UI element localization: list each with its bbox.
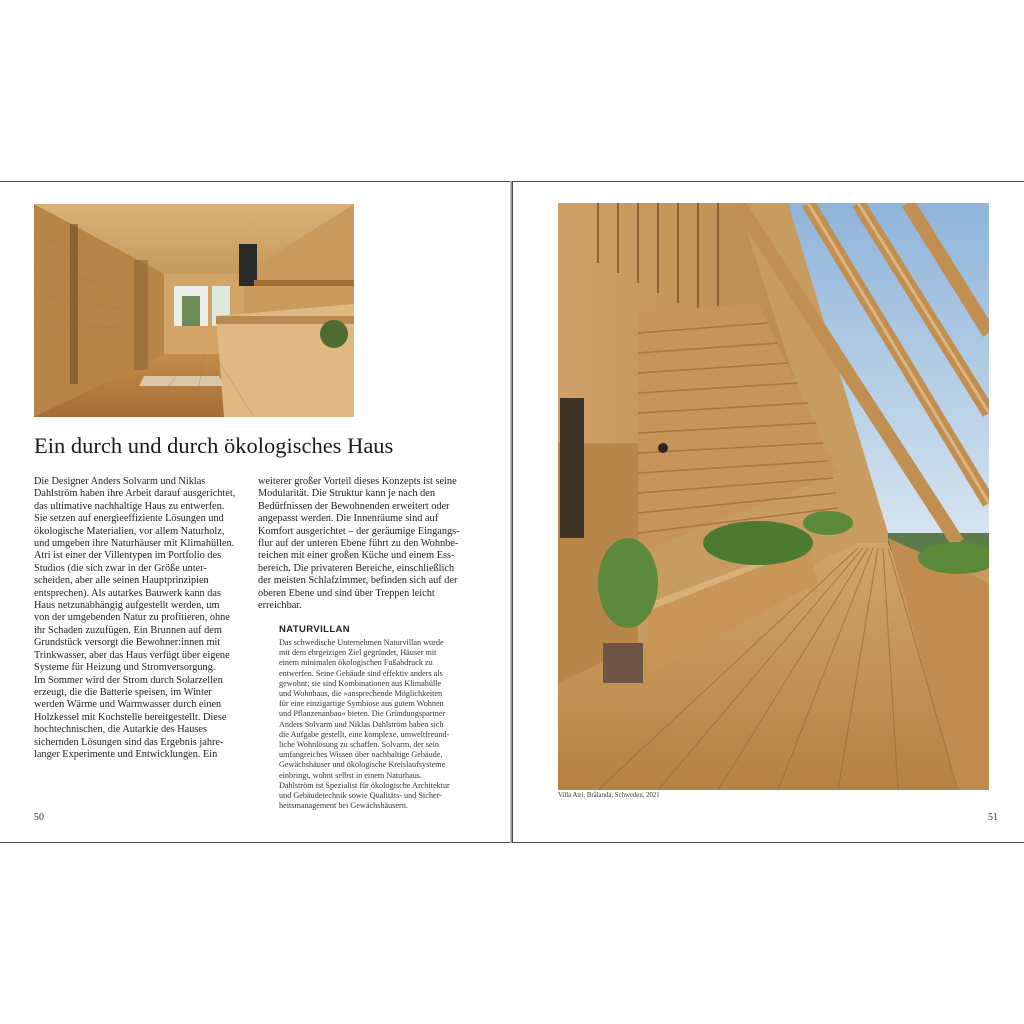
sidebar-line: heitsmanagement bei Gewächshäusern. [279,801,408,811]
sidebar-line: mit dem ehrgeizigen Ziel gegründet, Häuser mit [279,648,437,658]
sidebar-line: einbringt, wohnt selbst in einem Naturhaus. [279,770,423,780]
sidebar-line: und Gebäudetechnik sowie Qualitäts- und Sicher- [279,791,442,801]
text-line: Die Designer Anders Solvarm und Niklas [34,476,206,487]
text-line: erreichbar. [258,600,302,612]
article-headline: Ein durch und durch ökologisches Haus [34,433,394,458]
text-line: flur auf der unteren Ebene führt zu den Wohnbe- [258,538,459,550]
text-line: Im Sommer wird der Strom durch Solarzellen [34,674,223,686]
text-line: reichen mit einer großen Küche und einem Ess- [258,550,455,562]
text-line: Modularität. Die Struktur kann je nach den [258,488,436,500]
photo-caption: Villa Atri, Brålanda, Schweden, 2021 [558,792,660,799]
body-column-1 [34,476,235,761]
text-line: entsprechen). Als autarkes Bauwerk kann das [34,587,221,599]
text-line: Dahlström haben ihre Arbeit darauf ausgerichtet, [34,488,236,500]
right-page [512,181,1024,843]
sidebar-line: Gewächshäuser und ökologische Kreislaufsysteme [279,760,446,770]
text-line: ökologische Materialien, vor allem Naturholz, [34,525,225,537]
sidebar-line: die Aufgabe gestellt, eine komplexe, umweltfreund- [279,729,450,739]
text-line: Systeme für Heizung und Stromversorgung. [34,662,216,674]
villa-photo [558,203,989,790]
left-page [0,181,512,843]
text-line: Atri ist einer der Villentypen im Portfolio des [34,550,222,562]
text-line: der meisten Schlafzimmer, befinden sich auf der [258,575,458,587]
text-line: Komfort ausgerichtet – der geräumige Eingangs- [258,525,460,537]
body-column-2 [258,476,460,612]
text-line: sichernden Lösungen sind das Ergebnis jahre- [34,736,224,748]
text-line: Studios (die sich zwar in der Größe unter- [34,562,207,574]
sidebar-line: für eine einzigartige Symbiose aus gutem Wohnen [279,699,444,709]
text-line: das ultimative nachhaltige Haus zu entwerfen. [34,500,225,512]
sidebar-line: gewohnt; sie sind Kombinationen aus Klimahülle [279,678,442,688]
naturvillan-sidebar [279,624,450,811]
sidebar-line: entwerfen. Seine Gebäude sind effektiv anders als [279,668,443,678]
sidebar-line: und Wohnhaus, die »ansprechende Möglichkeiten [279,689,443,699]
text-line: Sie setzen auf energieeffiziente Lösungen und [34,513,224,525]
sidebar-line: Das schwedische Unternehmen Naturvillan wurde [279,638,444,647]
text-line: Grundstück versorgt die Bewohner:innen mit [34,637,221,649]
page-number-right: 51 [988,812,998,823]
text-line: hochtechnischen, die Autarkie des Hauses [34,724,207,736]
text-line: und umgeben ihre Naturhäuser mit Klimahüllen. [34,538,235,550]
sidebar-body [279,638,450,811]
text-line: werden Wärme und Warmwasser durch einen [34,699,222,711]
text-line: ihr Schaden zuzufügen. Ein Brunnen auf dem [34,624,222,636]
text-line: langer Experimente und Entwicklungen. Ein [34,748,218,760]
page-number-left: 50 [34,812,44,823]
text-line: von der umgebenden Natur zu profitieren, ohne [34,612,230,624]
text-line: bereich. Die privateren Bereiche, einschließlich [258,562,455,574]
text-line: Bedürfnissen der Bewohnenden erweitert oder [258,500,450,512]
text-line: weiterer großer Vorteil dieses Konzepts ist seine [258,476,457,487]
sidebar-line: liche Wohnlösung zu schaffen. Solvarm, der sein [279,740,440,750]
sidebar-line: Anders Solvarm und Niklas Dahlström haben sich [279,719,444,729]
sidebar-line: einem minimalen ökologischen Fußabdruck zu [279,658,433,668]
text-line: Holzkessel mit Kochstelle bereitgestellt. Diese [34,711,227,723]
sidebar-line: umfangreiches Wissen über nachhaltige Gebäude, [279,750,443,760]
text-line: oberen Ebene und sind über Treppen leicht [258,587,435,599]
text-line: Trinkwasser, aber das Haus verfügt über eigene [34,649,230,661]
text-line: erzeugt, die die Batterie speisen, im Winter [34,686,212,698]
text-line: scheiden, aber alle seinen Hauptprinzipien [34,575,209,587]
sidebar-line: Dahlström ist Spezialist für ökologische Architektur [279,780,450,790]
kitchen-photo [34,204,354,417]
sidebar-title: NATURVILLAN [279,624,351,635]
text-line: angepasst werden. Die Innenräume sind auf [258,513,439,525]
text-line: Haus netzunabhängig aufgestellt werden, um [34,600,220,612]
sidebar-line: und Pflanzenanbau« bieten. Die Gründungspartner [279,709,446,719]
